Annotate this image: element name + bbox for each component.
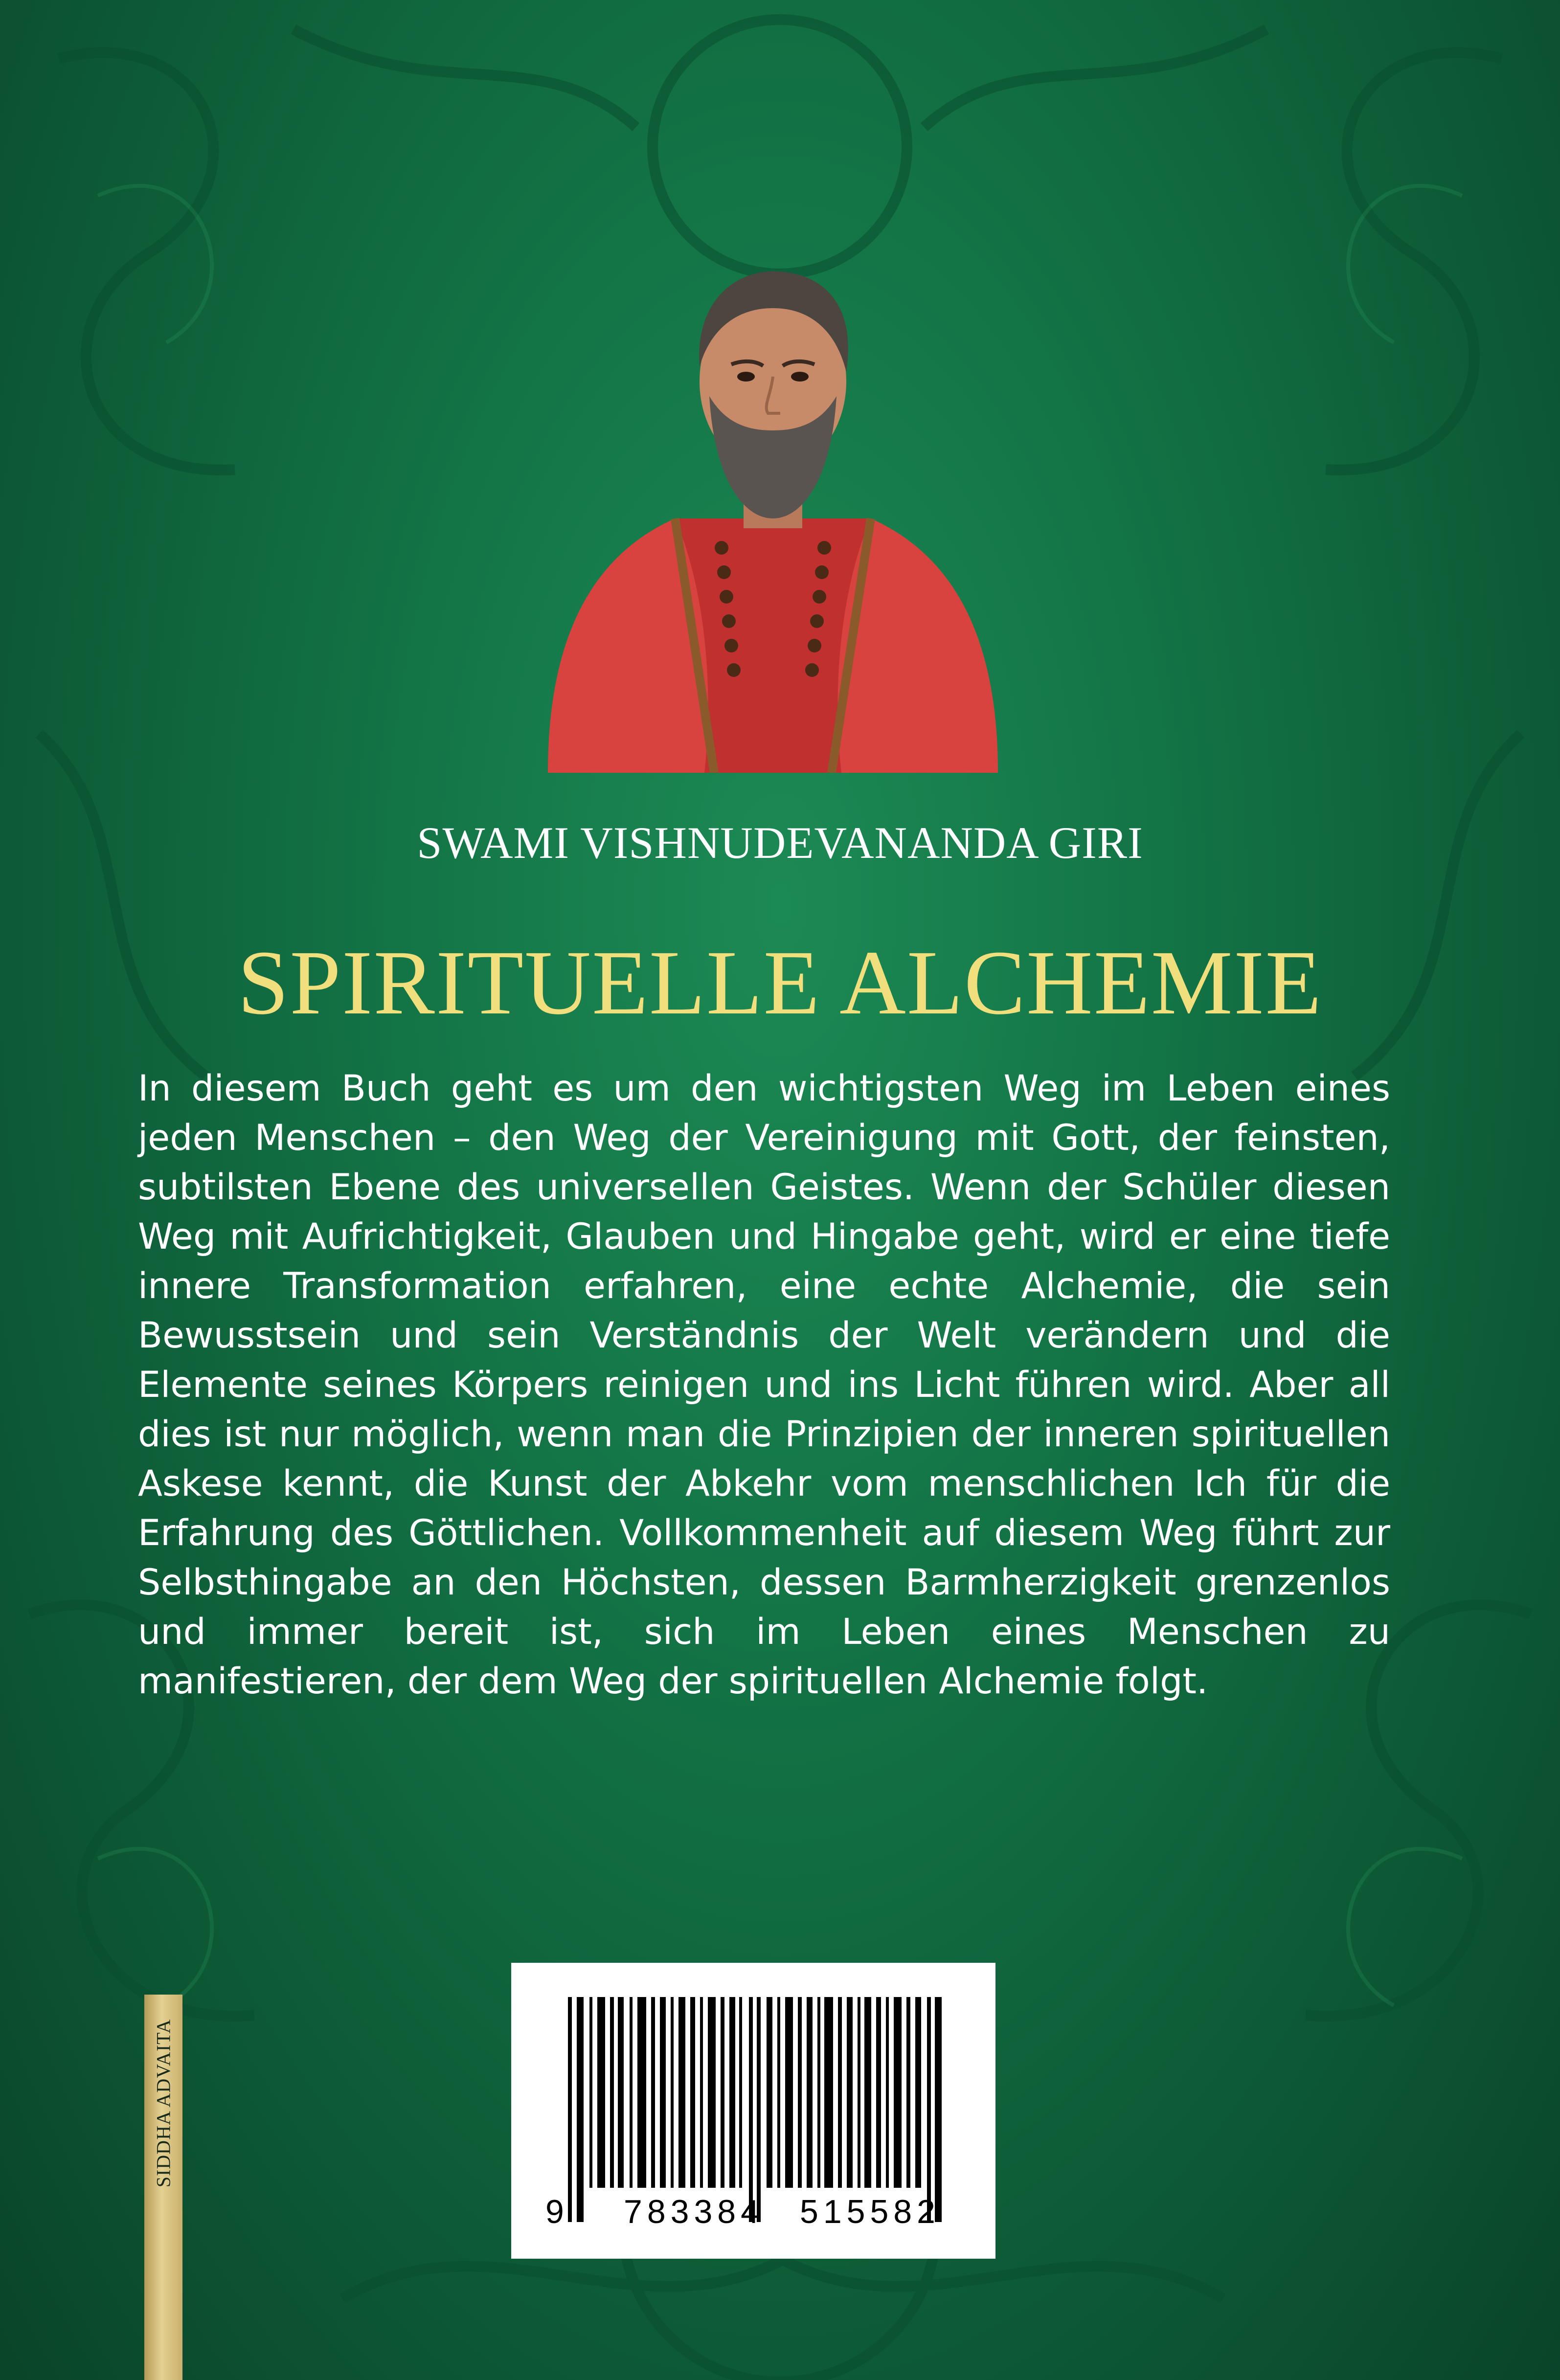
author-name: SWAMI VISHNUDEVANANDA GIRI: [417, 818, 1143, 868]
book-title: SPIRITUELLE ALCHEMIE: [237, 931, 1323, 1033]
isbn-left-group: 783384: [624, 2193, 764, 2230]
author-portrait: [528, 245, 1017, 773]
isbn-first-digit: 9: [545, 2193, 564, 2230]
isbn-barcode: [511, 1963, 995, 2259]
publisher-name: SIDDHA ADVAITA: [152, 2019, 175, 2188]
book-description: In diesem Buch geht es um den wichtigsten Weg im Leben eines jeden Menschen – den Weg der Vereinigung mit Gott, der feinsten, subtilsten Ebene des universellen Geistes. Wenn der Schüler diesen Weg mit Aufrichtigkeit, Glauben und Hingabe geht, wird er eine tiefe innere Transformation erfahren, eine echte Alchemie, die sein Bewusstsein und sein Verständnis der Welt verändern und die Elemente seines Körpers reinigen und ins Licht führen wird. Aber all dies ist nur möglich, wenn man die Prinzipien der inneren spirituellen Askese kennt, die Kunst der Abkehr vom menschlichen Ich für die Erfahrung des Göttlichen. Vollkommenheit auf diesem Weg führt zur Selbsthingabe an den Höchsten, dessen Barmherzigkeit grenzenlos und immer bereit ist, sich im Leben eines Menschen zu manifestieren, der dem Weg der spirituellen Alchemie folgt.: [138, 1068, 1390, 1702]
isbn-right-group: 515582: [800, 2193, 940, 2230]
